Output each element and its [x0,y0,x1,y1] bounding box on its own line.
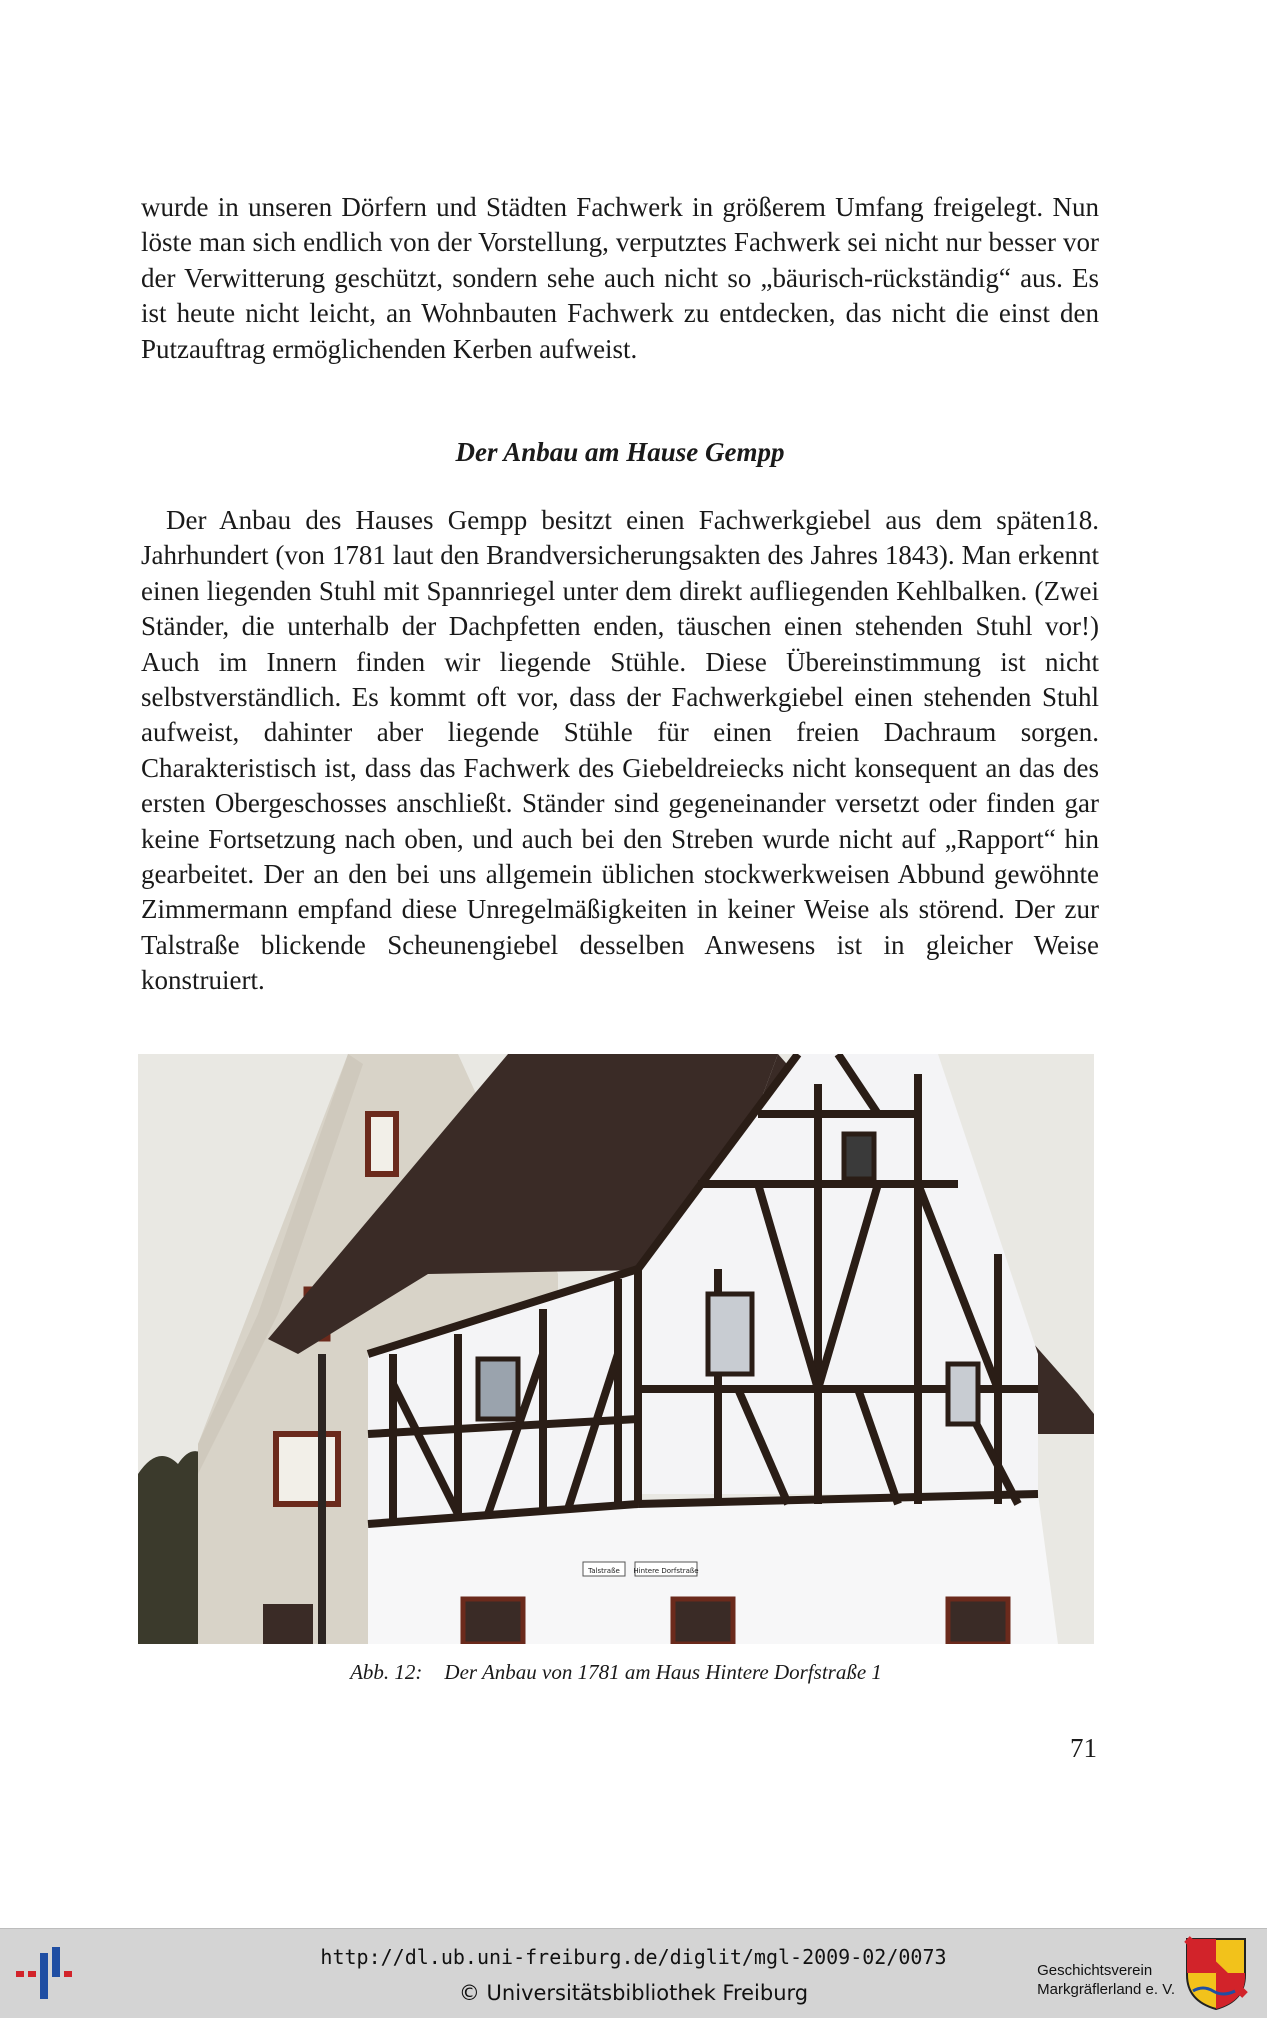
body-paragraph: Der Anbau des Hauses Gempp besitzt einen Fachwerkgiebel aus dem späten18. Jahrhundert (von 1781 laut den Brandversicherungsakten des Jahres 1843). Man erkennt einen liegenden Stuhl mit Spannriegel unter dem direkt aufliegenden Kehlbalken. (Zwei Ständer, die unterhalb der Dachpfetten enden, täuschen einen stehenden Stuhl vor!) Auch im Innern finden wir liegende Stühle. Diese Übereinstimmung ist nicht selbstverständlich. Es kommt oft vor, dass der Fachwerkgiebel einen stehenden Stuhl aufweist, dahinter aber liegende Stühle für einen freien Dachraum sorgen. Charakteristisch ist, dass das Fachwerk des Giebeldreiecks nicht konsequent an das des ersten Obergeschosses anschließt. Ständer sind gegeneinander versetzt oder finden gar keine Fortsetzung nach oben, und auch bei den Streben wurde nicht auf „Rapport“ hin gearbeitet. Der an den bei uns allgemein üblichen stockwerkweisen Abbund gewöhnte Zimmermann empfand diese Unregelmäßigkeiten in keiner Weise als störend. Der zur Talstraße blickende Scheunengiebel desselben Anwesens ist in gleicher Weise konstruiert. [141,505,1099,996]
intro-paragraph: wurde in unseren Dörfern und Städten Fachwerk in größerem Umfang freigelegt. Nun löste man sich endlich von der Vorstellung, verputztes Fachwerk sei nicht nur besser vor der Verwitterung geschützt, sondern sehe auch nicht so „bäurisch-rückständig“ aus. Es ist heute nicht leicht, an Wohnbauten Fachwerk zu entdecken, das nicht die einst den Putzauftrag ermöglichenden Kerben aufweist. [141,192,1099,364]
org-line-2: Markgräflerland e. V. [1037,1981,1175,1998]
coat-of-arms-icon [1183,1935,1249,2016]
figure-caption-text: Der Anbau von 1781 am Haus Hintere Dorfstraße 1 [444,1660,882,1684]
section-heading: Der Anbau am Hause Gempp [455,437,785,467]
sign-hintere-dorfstrasse: Hintere Dorfstraße [633,1567,699,1575]
figure-label: Abb. 12: [350,1660,423,1684]
footer-url-link[interactable]: http://dl.ub.uni-freiburg.de/diglit/mgl-2009-02/0073 [320,1945,947,1969]
org-line-1: Geschichtsverein [1037,1962,1153,1979]
figure-caption [138,1660,1094,1685]
footer-bar [0,1928,1267,2018]
sign-talstrasse: Talstraße [588,1567,620,1575]
footer-copyright: © Universitätsbibliothek Freiburg [458,1981,809,2005]
half-timbered-house-illustration [138,1054,1094,1644]
org-name [1037,1961,1175,1999]
page-number: 71 [1070,1733,1097,1763]
house-photo [138,1054,1094,1644]
